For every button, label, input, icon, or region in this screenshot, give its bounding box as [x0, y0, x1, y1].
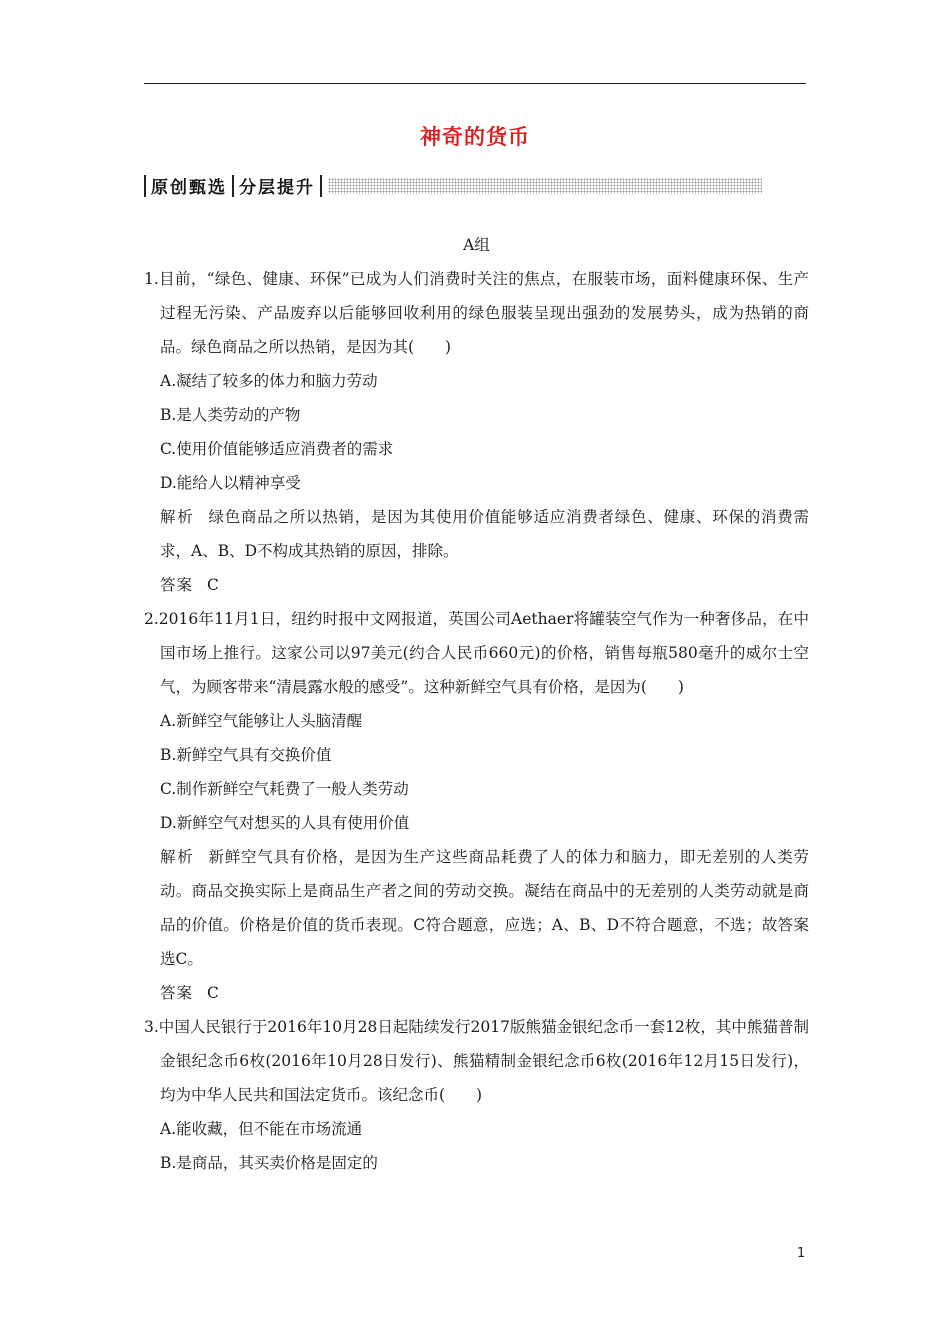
question-stem: 2.2016年11月1日，纽约时报中文网报道，英国公司Aethaer将罐装空气作为一种奢侈品，在中国市场上推行。这家公司以97美元(约合人民币660元)的价格，销售每瓶580毫升的威尔士空气，为顾客带来“清晨露水般的感受”。这种新鲜空气具有价格，是因为( ) [144, 610, 809, 696]
banner-hatch-pattern [328, 178, 762, 194]
header-rule [144, 83, 806, 84]
analysis-label: 解析 [160, 848, 195, 866]
analysis [144, 500, 809, 568]
option-c: C.使用价值能够适应消费者的需求 [160, 440, 394, 458]
answer [144, 568, 809, 602]
option-c: C.制作新鲜空气耗费了一般人类劳动 [160, 780, 409, 798]
option-b: B.是人类劳动的产物 [160, 406, 301, 424]
answer [144, 976, 809, 1010]
option-d: D.能给人以精神享受 [160, 474, 301, 492]
option-b: B.是商品，其买卖价格是固定的 [160, 1154, 378, 1172]
banner-label-1: 原创甄选 [151, 178, 227, 198]
analysis-label: 解析 [160, 508, 195, 526]
option-b: B.新鲜空气具有交换价值 [160, 746, 332, 764]
question-2 [144, 602, 809, 1010]
analysis [144, 840, 809, 976]
answer-value: C [207, 576, 219, 594]
banner-divider [320, 175, 322, 197]
analysis-text: 绿色商品之所以热销，是因为其使用价值能够适应消费者绿色、健康、环保的消费需求，A、B、D不构成其热销的原因，排除。 [160, 508, 809, 560]
question-3 [144, 1010, 809, 1180]
option-a: A.能收藏，但不能在市场流通 [160, 1120, 363, 1138]
analysis-text: 新鲜空气具有价格，是因为生产这些商品耗费了人的体力和脑力，即无差别的人类劳动。商品交换实际上是商品生产者之间的劳动交换。凝结在商品中的无差别的人类劳动就是商品的价值。价格是价值的货币表现。C符合题意，应选；A、B、D不符合题意，不选；故答案选C。 [160, 848, 809, 968]
group-heading: A组 [463, 236, 490, 254]
option-a: A.凝结了较多的体力和脑力劳动 [160, 372, 378, 390]
section-banner [144, 172, 762, 199]
question-1 [144, 262, 809, 602]
answer-value: C [207, 984, 219, 1002]
question-stem: 1.目前，“绿色、健康、环保”已成为人们消费时关注的焦点，在服装市场，面料健康环保、生产过程无污染、产品废弃以后能够回收利用的绿色服装呈现出强劲的发展势头，成为热销的商品。绿色商品之所以热销，是因为其( ) [144, 270, 809, 356]
document-body [144, 228, 809, 1180]
banner-label-2: 分层提升 [239, 178, 315, 198]
answer-label: 答案 [160, 984, 194, 1002]
option-a: A.新鲜空气能够让人头脑清醒 [160, 712, 363, 730]
page-number: 1 [797, 1246, 806, 1261]
question-stem: 3.中国人民银行于2016年10月28日起陆续发行2017版熊猫金银纪念币一套12枚，其中熊猫普制金银纪念币6枚(2016年10月28日发行)、熊猫精制金银纪念币6枚(2016年12月15日发行)，均为中华人民共和国法定货币。该纪念币( ) [144, 1018, 809, 1104]
option-d: D.新鲜空气对想买的人具有使用价值 [160, 814, 410, 832]
page-title: 神奇的货币 [420, 125, 530, 149]
answer-label: 答案 [160, 576, 194, 594]
